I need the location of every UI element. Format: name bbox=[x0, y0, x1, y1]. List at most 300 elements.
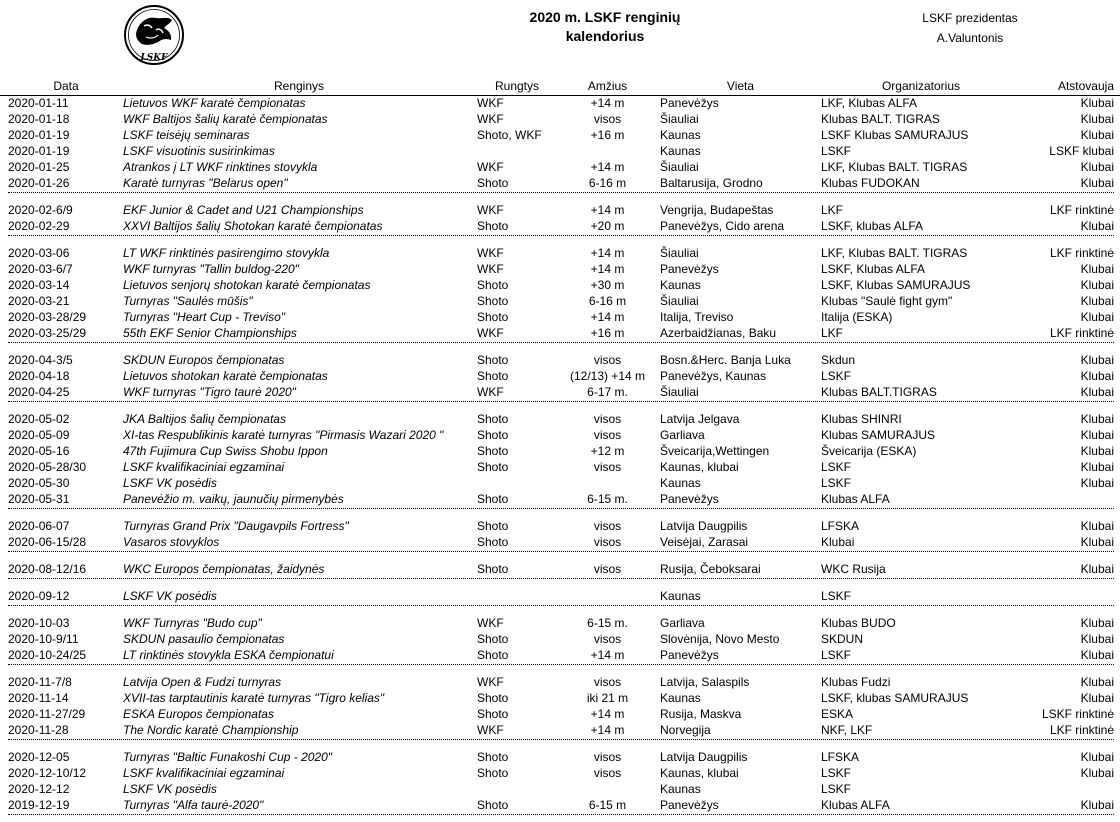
table-row bbox=[0, 706, 1120, 722]
cell-event: The Nordic karatė Championship bbox=[123, 723, 299, 737]
cell-event: JKA Baltijos šalių čempionatas bbox=[123, 412, 286, 426]
cell-vieta: Kaunas bbox=[660, 691, 701, 705]
cell-ats: Klubai bbox=[1080, 428, 1114, 442]
cell-rungtys: Shoto bbox=[477, 766, 509, 780]
document-title bbox=[440, 8, 770, 46]
cell-age: iki 21 m bbox=[586, 691, 629, 705]
cell-ats: Klubai bbox=[1080, 96, 1114, 110]
cell-event: Lietuvos shotokan karatė čempionatas bbox=[123, 369, 328, 383]
cell-date: 2020-01-25 bbox=[8, 160, 70, 174]
cell-event: 55th EKF Senior Championships bbox=[123, 326, 297, 340]
president-block bbox=[900, 8, 1040, 48]
cell-org: LSKF bbox=[821, 476, 852, 490]
cell-event: WKF turnyras "Tallin buldog-220" bbox=[123, 262, 299, 276]
cell-event: WKF turnyras "Tigro taurė 2020" bbox=[123, 385, 296, 399]
cell-age: visos bbox=[593, 632, 622, 646]
cell-date: 2020-05-02 bbox=[8, 412, 70, 426]
cell-ats: Klubai bbox=[1080, 460, 1114, 474]
cell-vieta: Baltarusija, Grodno bbox=[660, 176, 763, 190]
cell-date: 2020-02-29 bbox=[8, 219, 70, 233]
cell-rungtys: WKF bbox=[477, 723, 504, 737]
cell-ats: Klubai bbox=[1080, 369, 1114, 383]
cell-age: 6-15 m. bbox=[587, 616, 628, 630]
cell-vieta: Slovėnija, Novo Mesto bbox=[660, 632, 780, 646]
group-separator bbox=[8, 605, 1114, 606]
cell-vieta: Panevėžys bbox=[660, 798, 719, 812]
cell-ats: Klubai bbox=[1080, 766, 1114, 780]
title-line-1: 2020 m. LSKF renginių bbox=[529, 9, 681, 25]
president-name: A.Valuntonis bbox=[936, 31, 1004, 45]
cell-age: +14 m bbox=[590, 723, 625, 737]
cell-ats: Klubai bbox=[1080, 112, 1114, 126]
cell-age: +14 m bbox=[590, 262, 625, 276]
cell-age: 6-17 m. bbox=[587, 385, 628, 399]
cell-org: WKC Rusija bbox=[821, 562, 886, 576]
cell-age: visos bbox=[593, 675, 622, 689]
cell-event: LSKF kvalifikaciniai egzaminai bbox=[123, 766, 285, 780]
cell-event: WKF Turnyras "Budo cup" bbox=[123, 616, 262, 630]
cell-date: 2020-05-31 bbox=[8, 492, 70, 506]
group-separator bbox=[8, 578, 1114, 579]
cell-vieta: Šveicarija,Wettingen bbox=[660, 444, 770, 458]
cell-rungtys: Shoto bbox=[477, 460, 509, 474]
cell-date: 2020-01-26 bbox=[8, 176, 70, 190]
cell-org: Klubas BUDO bbox=[821, 616, 896, 630]
karate-logo-icon bbox=[122, 4, 186, 66]
cell-vieta: Panevėžys bbox=[660, 648, 719, 662]
cell-vieta: Bosn.&Herc. Banja Luka bbox=[660, 353, 791, 367]
cell-event: Turnyras "Heart Cup - Treviso" bbox=[123, 310, 286, 324]
cell-rungtys: Shoto bbox=[477, 369, 509, 383]
col-header-event: Renginys bbox=[273, 79, 325, 93]
cell-date: 2020-04-25 bbox=[8, 385, 70, 399]
cell-vieta: Šiauliai bbox=[660, 160, 699, 174]
col-header-ats: Atstovauja bbox=[1057, 79, 1114, 93]
cell-date: 2020-06-07 bbox=[8, 519, 70, 533]
svg-text:LSKF: LSKF bbox=[140, 53, 168, 63]
cell-date: 2020-03-06 bbox=[8, 246, 70, 260]
cell-vieta: Latvija Daugpilis bbox=[660, 750, 748, 764]
table-row bbox=[0, 325, 1120, 341]
cell-ats: Klubai bbox=[1080, 219, 1114, 233]
cell-rungtys: WKF bbox=[477, 675, 504, 689]
table-row bbox=[0, 615, 1120, 631]
cell-rungtys: WKF bbox=[477, 112, 504, 126]
cell-event: Latvija Open & Fudzi turnyras bbox=[123, 675, 282, 689]
table-row bbox=[0, 491, 1120, 507]
cell-date: 2020-10-9/11 bbox=[8, 632, 79, 646]
cell-org: LSKF Klubas SAMURAJUS bbox=[821, 128, 969, 142]
cell-ats: Klubai bbox=[1080, 616, 1114, 630]
cell-date: 2020-04-18 bbox=[8, 369, 70, 383]
cell-date: 2020-04-3/5 bbox=[8, 353, 73, 367]
cell-event: Atrankos į LT WKF rinktines stovykla bbox=[123, 160, 318, 174]
cell-org: LSKF bbox=[821, 460, 852, 474]
cell-ats: LSKF klubai bbox=[1049, 144, 1114, 158]
cell-age: 6-15 m bbox=[588, 798, 627, 812]
cell-vieta: Kaunas bbox=[660, 144, 701, 158]
cell-event: 47th Fujimura Cup Swiss Shobu Ippon bbox=[123, 444, 328, 458]
group-separator bbox=[8, 551, 1114, 552]
col-header-org: Organizatorius bbox=[881, 79, 961, 93]
cell-org: Klubas BALT. TIGRAS bbox=[821, 112, 940, 126]
cell-age: visos bbox=[593, 412, 622, 426]
cell-org: Italija (ESKA) bbox=[821, 310, 893, 324]
cell-rungtys: Shoto bbox=[477, 176, 509, 190]
cell-age: (12/13) +14 m bbox=[569, 369, 646, 383]
cell-event: Panevėžio m. vaikų, jaunučių pirmenybės bbox=[123, 492, 344, 506]
cell-vieta: Kaunas, klubai bbox=[660, 766, 739, 780]
cell-rungtys: WKF bbox=[477, 262, 504, 276]
cell-date: 2020-11-14 bbox=[8, 691, 69, 705]
table-row bbox=[0, 368, 1120, 384]
cell-age: +14 m bbox=[590, 203, 625, 217]
cell-ats: Klubai bbox=[1080, 128, 1114, 142]
group-separator bbox=[8, 739, 1114, 740]
group-separator bbox=[8, 814, 1114, 815]
cell-date: 2020-12-05 bbox=[8, 750, 70, 764]
cell-vieta: Kaunas bbox=[660, 782, 701, 796]
cell-ats: Klubai bbox=[1080, 675, 1114, 689]
cell-org: LKF bbox=[821, 203, 844, 217]
cell-org: LSKF bbox=[821, 782, 852, 796]
cell-org: Klubas Fudzi bbox=[821, 675, 891, 689]
cell-org: Skdun bbox=[821, 353, 856, 367]
cell-vieta: Rusija, Čeboksarai bbox=[660, 562, 761, 576]
cell-date: 2020-01-19 bbox=[8, 128, 70, 142]
cell-date: 2020-05-30 bbox=[8, 476, 70, 490]
cell-vieta: Italija, Treviso bbox=[660, 310, 734, 324]
cell-rungtys: Shoto bbox=[477, 492, 509, 506]
cell-ats: LKF rinktinė bbox=[1049, 203, 1114, 217]
cell-event: EKF Junior & Cadet and U21 Championships bbox=[123, 203, 364, 217]
cell-org: SKDUN bbox=[821, 632, 864, 646]
table-row bbox=[0, 95, 1120, 111]
cell-event: XXVI Baltijos šalių Shotokan karatė čempionatas bbox=[123, 219, 383, 233]
cell-rungtys: Shoto bbox=[477, 310, 509, 324]
cell-ats: Klubai bbox=[1080, 535, 1114, 549]
president-title: LSKF prezidentas bbox=[922, 11, 1018, 25]
cell-vieta: Panevėžys bbox=[660, 262, 719, 276]
cell-ats: Klubai bbox=[1080, 648, 1114, 662]
cell-rungtys: Shoto bbox=[477, 428, 509, 442]
cell-event: XI-tas Respublikinis karatė turnyras "Pirmasis Wazari 2020 " bbox=[123, 428, 444, 442]
cell-vieta: Panevėžys bbox=[660, 492, 719, 506]
cell-ats: Klubai bbox=[1080, 691, 1114, 705]
cell-vieta: Šiauliai bbox=[660, 112, 699, 126]
cell-rungtys: Shoto bbox=[477, 707, 509, 721]
lskf-logo bbox=[122, 4, 186, 66]
cell-age: visos bbox=[593, 535, 622, 549]
cell-rungtys: WKF bbox=[477, 326, 504, 340]
cell-vieta: Panevėžys bbox=[660, 96, 719, 110]
table-row bbox=[0, 518, 1120, 534]
cell-event: XVII-tas tarptautinis karatė turnyras "Tigro kelias" bbox=[123, 691, 385, 705]
cell-vieta: Garliava bbox=[660, 616, 705, 630]
cell-rungtys: Shoto bbox=[477, 750, 509, 764]
cell-event: ESKA Europos čempionatas bbox=[123, 707, 274, 721]
cell-ats: Klubai bbox=[1080, 412, 1114, 426]
group-separator bbox=[8, 508, 1114, 509]
group-separator bbox=[8, 401, 1114, 402]
cell-age: +14 m bbox=[590, 160, 625, 174]
cell-age: +30 m bbox=[590, 278, 625, 292]
cell-age: +12 m bbox=[590, 444, 625, 458]
cell-date: 2020-11-7/8 bbox=[8, 675, 72, 689]
cell-ats: Klubai bbox=[1080, 750, 1114, 764]
cell-event: Turnyras "Baltic Funakoshi Cup - 2020" bbox=[123, 750, 333, 764]
cell-vieta: Kaunas bbox=[660, 589, 701, 603]
cell-vieta: Šiauliai bbox=[660, 294, 699, 308]
cell-rungtys: Shoto bbox=[477, 562, 509, 576]
cell-org: LKF, Klubas BALT. TIGRAS bbox=[821, 246, 968, 260]
cell-org: Klubas FUDOKAN bbox=[821, 176, 920, 190]
col-header-date: Data bbox=[53, 79, 79, 93]
cell-ats: LKF rinktinė bbox=[1049, 326, 1114, 340]
cell-rungtys: Shoto, WKF bbox=[477, 128, 542, 142]
table-row bbox=[0, 159, 1120, 175]
cell-vieta: Norvegija bbox=[660, 723, 711, 737]
cell-org: Šveicarija (ESKA) bbox=[821, 444, 917, 458]
cell-rungtys: Shoto bbox=[477, 294, 509, 308]
cell-vieta: Kaunas bbox=[660, 476, 701, 490]
cell-age: 6-15 m. bbox=[587, 492, 628, 506]
cell-vieta: Panevėžys, Kaunas bbox=[660, 369, 767, 383]
table-row bbox=[0, 765, 1120, 781]
cell-org: Klubas SAMURAJUS bbox=[821, 428, 936, 442]
cell-org: LFSKA bbox=[821, 750, 860, 764]
cell-date: 2020-12-10/12 bbox=[8, 766, 87, 780]
cell-org: LSKF, Klubas SAMURAJUS bbox=[821, 278, 971, 292]
cell-ats: Klubai bbox=[1080, 519, 1114, 533]
cell-event: Turnyras "Alfa taurė-2020" bbox=[123, 798, 264, 812]
cell-date: 2020-05-16 bbox=[8, 444, 70, 458]
cell-org: LSKF bbox=[821, 648, 852, 662]
table-row bbox=[0, 143, 1120, 159]
cell-rungtys: WKF bbox=[477, 203, 504, 217]
cell-org: LKF, Klubas ALFA bbox=[821, 96, 918, 110]
cell-ats: Klubai bbox=[1080, 798, 1114, 812]
cell-age: +14 m bbox=[590, 310, 625, 324]
cell-event: Lietuvos senjorų shotokan karatė čempionatas bbox=[123, 278, 371, 292]
cell-rungtys: Shoto bbox=[477, 519, 509, 533]
cell-vieta: Latvija, Salaspils bbox=[660, 675, 750, 689]
cell-vieta: Azerbaidžianas, Baku bbox=[660, 326, 777, 340]
cell-date: 2020-11-28 bbox=[8, 723, 69, 737]
cell-age: 6-16 m bbox=[588, 176, 627, 190]
cell-date: 2020-08-12/16 bbox=[8, 562, 87, 576]
cell-event: SKDUN Europos čempionatas bbox=[123, 353, 285, 367]
cell-event: LSKF teisėjų seminaras bbox=[123, 128, 250, 142]
cell-rungtys: WKF bbox=[477, 246, 504, 260]
cell-ats: Klubai bbox=[1080, 632, 1114, 646]
cell-rungtys: WKF bbox=[477, 385, 504, 399]
cell-age: +14 m bbox=[590, 96, 625, 110]
cell-date: 2020-12-12 bbox=[8, 782, 70, 796]
cell-ats: LKF rinktinė bbox=[1049, 723, 1114, 737]
cell-org: LSKF bbox=[821, 369, 852, 383]
table-row bbox=[0, 588, 1120, 604]
cell-vieta: Šiauliai bbox=[660, 246, 699, 260]
cell-date: 2020-09-12 bbox=[8, 589, 70, 603]
table-row bbox=[0, 690, 1120, 706]
cell-org: LSKF, Klubas ALFA bbox=[821, 262, 926, 276]
cell-rungtys: Shoto bbox=[477, 535, 509, 549]
table-row bbox=[0, 261, 1120, 277]
cell-vieta: Veisėjai, Zarasai bbox=[660, 535, 749, 549]
cell-org: Klubas ALFA bbox=[821, 798, 890, 812]
table-row bbox=[0, 475, 1120, 491]
cell-age: +16 m bbox=[590, 128, 625, 142]
cell-rungtys: Shoto bbox=[477, 353, 509, 367]
table-row bbox=[0, 111, 1120, 127]
cell-event: Turnyras "Saulės mūšis" bbox=[123, 294, 253, 308]
cell-rungtys: WKF bbox=[477, 160, 504, 174]
cell-rungtys: Shoto bbox=[477, 444, 509, 458]
table-row bbox=[0, 277, 1120, 293]
cell-vieta: Rusija, Maskva bbox=[660, 707, 742, 721]
cell-org: LSKF bbox=[821, 589, 852, 603]
cell-date: 2020-10-03 bbox=[8, 616, 70, 630]
cell-event: LSKF visuotinis susirinkimas bbox=[123, 144, 275, 158]
cell-age: +14 m bbox=[590, 246, 625, 260]
table-row bbox=[0, 797, 1120, 813]
table-row bbox=[0, 534, 1120, 550]
cell-ats: Klubai bbox=[1080, 444, 1114, 458]
cell-date: 2020-05-09 bbox=[8, 428, 70, 442]
cell-age: visos bbox=[593, 750, 622, 764]
table-row bbox=[0, 459, 1120, 475]
cell-rungtys: Shoto bbox=[477, 632, 509, 646]
cell-org: NKF, LKF bbox=[821, 723, 873, 737]
cell-event: Vasaros stovyklos bbox=[123, 535, 220, 549]
cell-age: visos bbox=[593, 766, 622, 780]
cell-org: LSKF, klubas SAMURAJUS bbox=[821, 691, 969, 705]
table-row bbox=[0, 245, 1120, 261]
title-line-2: kalendorius bbox=[565, 28, 645, 44]
group-separator bbox=[8, 235, 1114, 236]
col-header-vieta: Vieta bbox=[726, 79, 755, 93]
table-row bbox=[0, 352, 1120, 368]
cell-ats: Klubai bbox=[1080, 176, 1114, 190]
cell-ats: LSKF rinktinė bbox=[1041, 707, 1114, 721]
cell-date: 2020-03-14 bbox=[8, 278, 70, 292]
col-header-rungtys: Rungtys bbox=[494, 79, 540, 93]
cell-event: LT WKF rinktinės pasirengimo stovykla bbox=[123, 246, 330, 260]
cell-vieta: Vengrija, Budapeštas bbox=[660, 203, 774, 217]
cell-age: visos bbox=[593, 460, 622, 474]
cell-ats: Klubai bbox=[1080, 310, 1114, 324]
cell-event: WKC Europos čempionatas, žaidynės bbox=[123, 562, 325, 576]
cell-vieta: Kaunas bbox=[660, 128, 701, 142]
cell-event: LSKF VK posėdis bbox=[123, 589, 217, 603]
table-row bbox=[0, 175, 1120, 191]
cell-org: Klubas BALT.TIGRAS bbox=[821, 385, 937, 399]
cell-ats: Klubai bbox=[1080, 476, 1114, 490]
cell-date: 2020-11-27/29 bbox=[8, 707, 86, 721]
cell-vieta: Latvija Daugpilis bbox=[660, 519, 748, 533]
table-row bbox=[0, 127, 1120, 143]
table-row bbox=[0, 202, 1120, 218]
table-row bbox=[0, 674, 1120, 690]
table-row bbox=[0, 218, 1120, 234]
cell-date: 2020-03-28/29 bbox=[8, 310, 87, 324]
cell-event: Lietuvos WKF karatė čempionatas bbox=[123, 96, 306, 110]
cell-ats: Klubai bbox=[1080, 160, 1114, 174]
cell-date: 2020-01-18 bbox=[8, 112, 70, 126]
cell-rungtys: Shoto bbox=[477, 412, 509, 426]
cell-date: 2020-02-6/9 bbox=[8, 203, 73, 217]
table-row bbox=[0, 411, 1120, 427]
cell-rungtys: WKF bbox=[477, 616, 504, 630]
cell-ats: Klubai bbox=[1080, 353, 1114, 367]
cell-event: Karatė turnyras "Belarus open" bbox=[123, 176, 288, 190]
cell-age: +14 m bbox=[590, 648, 625, 662]
cell-age: visos bbox=[593, 112, 622, 126]
cell-vieta: Šiauliai bbox=[660, 385, 699, 399]
cell-ats: Klubai bbox=[1080, 262, 1114, 276]
table-row bbox=[0, 427, 1120, 443]
cell-org: Klubas ALFA bbox=[821, 492, 890, 506]
cell-rungtys: Shoto bbox=[477, 798, 509, 812]
cell-date: 2019-12-19 bbox=[8, 798, 70, 812]
cell-vieta: Latvija Jelgava bbox=[660, 412, 740, 426]
table-row bbox=[0, 293, 1120, 309]
col-header-age: Amžius bbox=[587, 79, 628, 93]
table-row bbox=[0, 781, 1120, 797]
cell-date: 2020-03-25/29 bbox=[8, 326, 87, 340]
cell-date: 2020-01-19 bbox=[8, 144, 70, 158]
cell-org: LKF bbox=[821, 326, 844, 340]
cell-org: LFSKA bbox=[821, 519, 860, 533]
cell-ats: Klubai bbox=[1080, 385, 1114, 399]
cell-date: 2020-03-21 bbox=[8, 294, 70, 308]
table-row bbox=[0, 631, 1120, 647]
table-row bbox=[0, 722, 1120, 738]
cell-vieta: Kaunas bbox=[660, 278, 701, 292]
cell-age: +14 m bbox=[590, 707, 625, 721]
group-separator bbox=[8, 664, 1114, 665]
cell-event: LSKF kvalifikaciniai egzaminai bbox=[123, 460, 285, 474]
cell-event: LT rinktinės stovykla ESKA čempionatui bbox=[123, 648, 334, 662]
cell-age: +20 m bbox=[590, 219, 625, 233]
table-header bbox=[0, 79, 1120, 96]
cell-vieta: Garliava bbox=[660, 428, 705, 442]
cell-age: visos bbox=[593, 562, 622, 576]
table-row bbox=[0, 309, 1120, 325]
cell-event: LSKF VK posėdis bbox=[123, 476, 217, 490]
cell-date: 2020-03-6/7 bbox=[8, 262, 73, 276]
cell-ats: Klubai bbox=[1080, 278, 1114, 292]
cell-vieta: Kaunas, klubai bbox=[660, 460, 739, 474]
cell-ats: LKF rinktinė bbox=[1049, 246, 1114, 260]
cell-age: visos bbox=[593, 353, 622, 367]
cell-event: Turnyras Grand Prix "Daugavpils Fortress" bbox=[123, 519, 349, 533]
cell-age: 6-16 m bbox=[588, 294, 627, 308]
cell-org: LSKF bbox=[821, 144, 852, 158]
cell-event: SKDUN pasaulio čempionatas bbox=[123, 632, 285, 646]
group-separator bbox=[8, 192, 1114, 193]
table-row bbox=[0, 749, 1120, 765]
cell-org: LSKF, klubas ALFA bbox=[821, 219, 924, 233]
cell-rungtys: Shoto bbox=[477, 219, 509, 233]
cell-org: ESKA bbox=[821, 707, 854, 721]
cell-date: 2020-05-28/30 bbox=[8, 460, 87, 474]
cell-org: Klubas SHINRI bbox=[821, 412, 902, 426]
cell-event: WKF Baltijos šalių karatė čempionatas bbox=[123, 112, 328, 126]
table-row bbox=[0, 647, 1120, 663]
cell-vieta: Panevėžys, Cido arena bbox=[660, 219, 785, 233]
